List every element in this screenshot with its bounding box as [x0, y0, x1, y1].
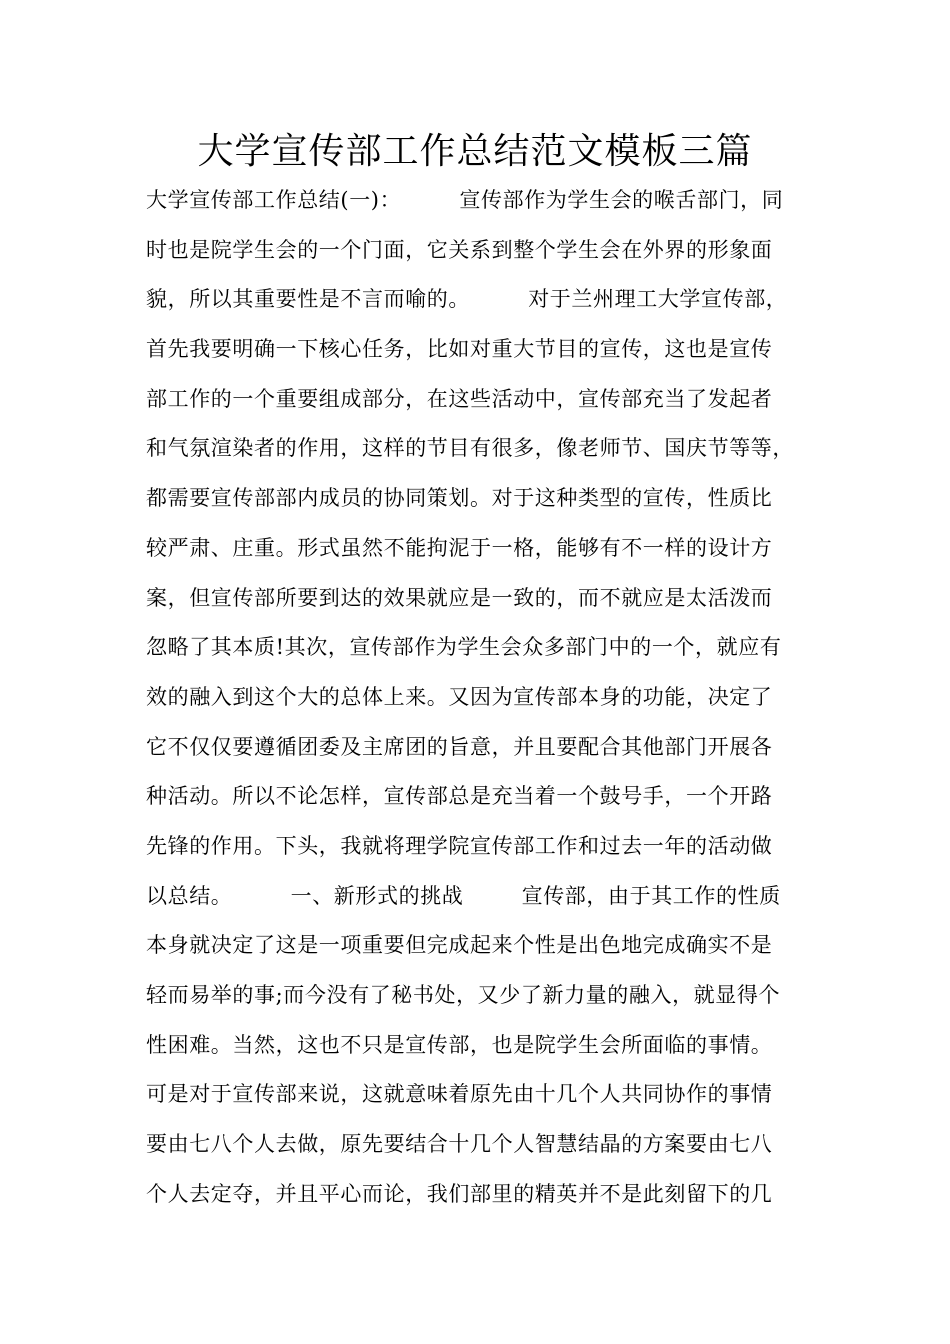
- body-line: 效的融入到这个大的总体上来。又因为宣传部本身的功能，决定了: [146, 684, 773, 709]
- body-line: 首先我要明确一下核心任务，比如对重大节目的宣传，这也是宣传: [146, 337, 773, 362]
- body-line: 本身就决定了这是一项重要但完成起来个性是出色地完成确实不是: [146, 933, 773, 958]
- body-line: 时也是院学生会的一个门面，它关系到整个学生会在外界的形象面: [146, 237, 773, 262]
- document-body: [146, 176, 826, 1219]
- body-line: 以总结。 一、新形式的挑战 宣传部，由于其工作的性质: [146, 883, 781, 908]
- body-line: 大学宣传部工作总结(一)： 宣传部作为学生会的喉舌部门，同: [146, 188, 784, 212]
- body-line: 案，但宣传部所要到达的效果就应是一致的，而不就应是太活泼而: [146, 585, 773, 610]
- body-line: 种活动。所以不论怎样，宣传部总是充当着一个鼓号手，一个开路: [146, 784, 773, 809]
- body-line: 它不仅仅要遵循团委及主席团的旨意，并且要配合其他部门开展各: [146, 734, 773, 759]
- body-line: 要由七八个人去做，原先要结合十几个人智慧结晶的方案要由七八: [146, 1132, 773, 1157]
- body-line: 轻而易举的事;而今没有了秘书处，又少了新力量的融入，就显得个: [146, 983, 781, 1007]
- body-line: 可是对于宣传部来说，这就意味着原先由十几个人共同协作的事情: [146, 1082, 773, 1107]
- body-line: 忽略了其本质!其次，宣传部作为学生会众多部门中的一个，就应有: [146, 635, 782, 660]
- document-title: 大学宣传部工作总结范文模板三篇: [197, 131, 753, 172]
- body-line: 较严肃、庄重。形式虽然不能拘泥于一格，能够有不一样的设计方: [146, 535, 773, 560]
- body-line: 都需要宣传部部内成员的协同策划。对于这种类型的宣传，性质比: [146, 486, 773, 511]
- body-line: 先锋的作用。下头，我就将理学院宣传部工作和过去一年的活动做: [146, 833, 773, 858]
- body-line: 貌，所以其重要性是不言而喻的。 对于兰州理工大学宣传部，: [146, 287, 788, 312]
- body-line: 个人去定夺，并且平心而论，我们部里的精英并不是此刻留下的几: [146, 1181, 773, 1206]
- body-line: 和气氛渲染者的作用，这样的节目有很多，像老师节、国庆节等等，: [146, 436, 794, 461]
- body-line: 部工作的一个重要组成部分，在这些活动中，宣传部充当了发起者: [146, 386, 773, 411]
- body-line: 性困难。当然，这也不只是宣传部，也是院学生会所面临的事情。: [146, 1032, 773, 1057]
